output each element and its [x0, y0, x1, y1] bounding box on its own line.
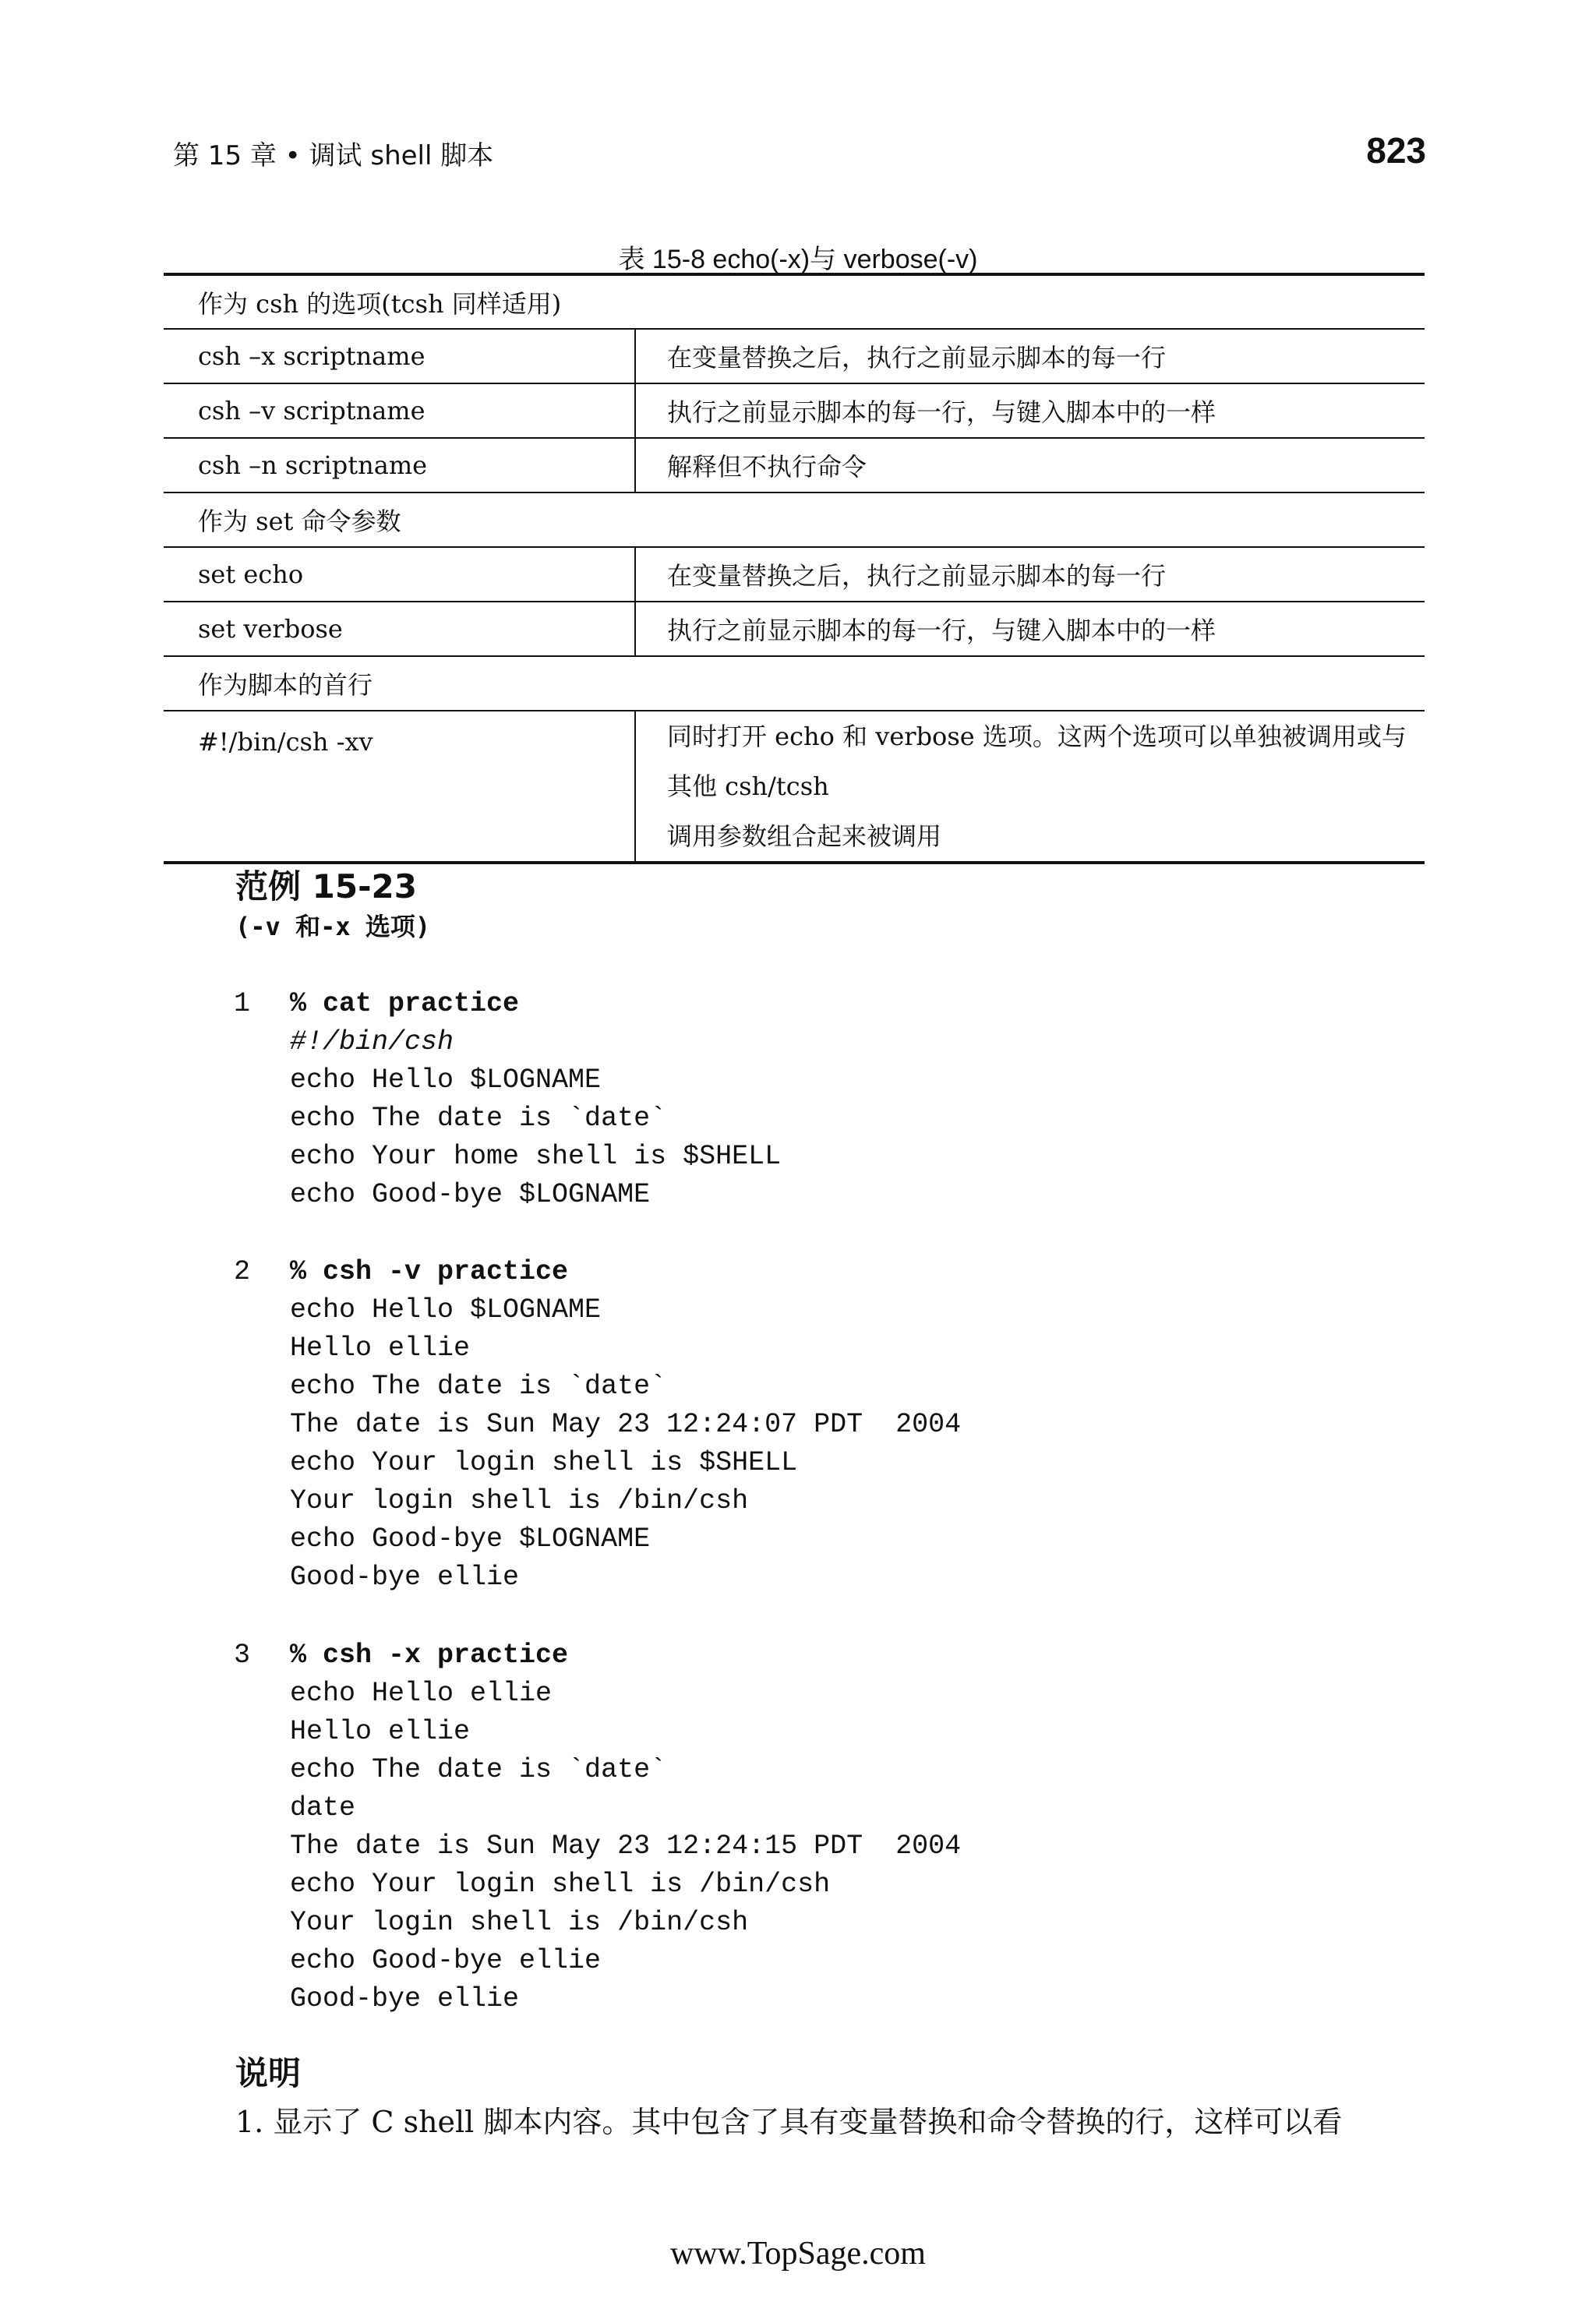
notes-title: 说明 — [235, 2054, 302, 2092]
description-cell: 执行之前显示脚本的每一行，与键入脚本中的一样 — [635, 602, 1425, 656]
code-line: echo Your login shell is /bin/csh — [290, 1869, 831, 1900]
code-line: echo Your home shell is $SHELL — [290, 1141, 782, 1172]
code-line: Your login shell is /bin/csh — [290, 1907, 749, 1938]
code-line: echo Hello ellie — [290, 1678, 553, 1709]
code-line: The date is Sun May 23 12:24:15 PDT 2004 — [290, 1831, 962, 1862]
option-cell: set echo — [164, 547, 635, 602]
table-row — [164, 602, 1425, 656]
step-number: 1 — [234, 988, 251, 1019]
description-cell — [635, 711, 1425, 863]
code-line: echo The date is `date` — [290, 1103, 667, 1134]
code-line: echo Good-bye $LOGNAME — [290, 1179, 651, 1210]
section-title: 作为 set 命令参数 — [164, 493, 1425, 547]
section-row — [164, 656, 1425, 711]
table-caption: 表 15-8 echo(-x)与 verbose(-v) — [618, 245, 978, 274]
step-number: 3 — [234, 1640, 251, 1671]
section-row — [164, 274, 1425, 329]
code-line: echo The date is `date` — [290, 1754, 667, 1785]
code-line: Good-bye ellie — [290, 1983, 520, 2014]
code-line: The date is Sun May 23 12:24:07 PDT 2004 — [290, 1409, 962, 1440]
description-line: 调用参数组合起来被调用 — [667, 821, 942, 851]
code-line: echo Your login shell is $SHELL — [290, 1447, 798, 1478]
example-title: 范例 15-23 — [235, 867, 417, 906]
command-line: % cat practice — [290, 988, 520, 1019]
table-row — [164, 547, 1425, 602]
code-block — [234, 1636, 961, 2018]
description-cell: 在变量替换之后，执行之前显示脚本的每一行 — [635, 547, 1425, 602]
code-line: Hello ellie — [290, 1716, 471, 1747]
code-line: echo Good-bye ellie — [290, 1945, 602, 1976]
code-line: date — [290, 1792, 356, 1823]
option-cell: csh –v scriptname — [164, 383, 635, 438]
description-cell: 解释但不执行命令 — [635, 438, 1425, 493]
command-line: % csh -v practice — [290, 1256, 569, 1287]
option-cell: csh –n scriptname — [164, 438, 635, 493]
description-line: 同时打开 echo 和 verbose 选项。这两个选项可以单独被调用或与其他 csh/tcsh — [667, 722, 1407, 801]
page-number: 823 — [1366, 130, 1426, 171]
section-title: 作为脚本的首行 — [164, 656, 1425, 711]
note-item: 1. 显示了 C shell 脚本内容。其中包含了具有变量替换和命令替换的行，这样可以看 — [235, 2105, 1343, 2139]
command-line: % csh -x practice — [290, 1640, 569, 1671]
section-row — [164, 493, 1425, 547]
code-block — [234, 985, 781, 1214]
table-row — [164, 329, 1425, 383]
code-line: echo Good-bye $LOGNAME — [290, 1523, 651, 1555]
description-cell: 在变量替换之后，执行之前显示脚本的每一行 — [635, 329, 1425, 383]
page-header — [173, 130, 1426, 181]
step-number: 2 — [234, 1256, 251, 1287]
code-line: echo The date is `date` — [290, 1371, 667, 1402]
code-line: echo Hello $LOGNAME — [290, 1294, 602, 1326]
code-line: echo Hello $LOGNAME — [290, 1064, 602, 1096]
option-cell: set verbose — [164, 602, 635, 656]
code-line: Your login shell is /bin/csh — [290, 1485, 749, 1516]
option-cell: csh –x scriptname — [164, 329, 635, 383]
description-cell: 执行之前显示脚本的每一行，与键入脚本中的一样 — [635, 383, 1425, 438]
footer-url: www.TopSage.com — [670, 2236, 926, 2272]
code-line: Good-bye ellie — [290, 1562, 520, 1593]
code-line: Hello ellie — [290, 1333, 471, 1364]
options-table — [164, 273, 1425, 864]
table-row — [164, 438, 1425, 493]
code-block — [234, 1253, 961, 1597]
code-line: #!/bin/csh — [290, 1026, 454, 1057]
section-title: 作为 csh 的选项(tcsh 同样适用) — [164, 274, 1425, 329]
chapter-title: 第 15 章 • 调试 shell 脚本 — [173, 140, 494, 171]
example-subtitle: (-v 和-x 选项) — [235, 912, 431, 941]
table-row — [164, 383, 1425, 438]
option-cell: #!/bin/csh -xv — [164, 711, 635, 863]
table-row — [164, 711, 1425, 863]
